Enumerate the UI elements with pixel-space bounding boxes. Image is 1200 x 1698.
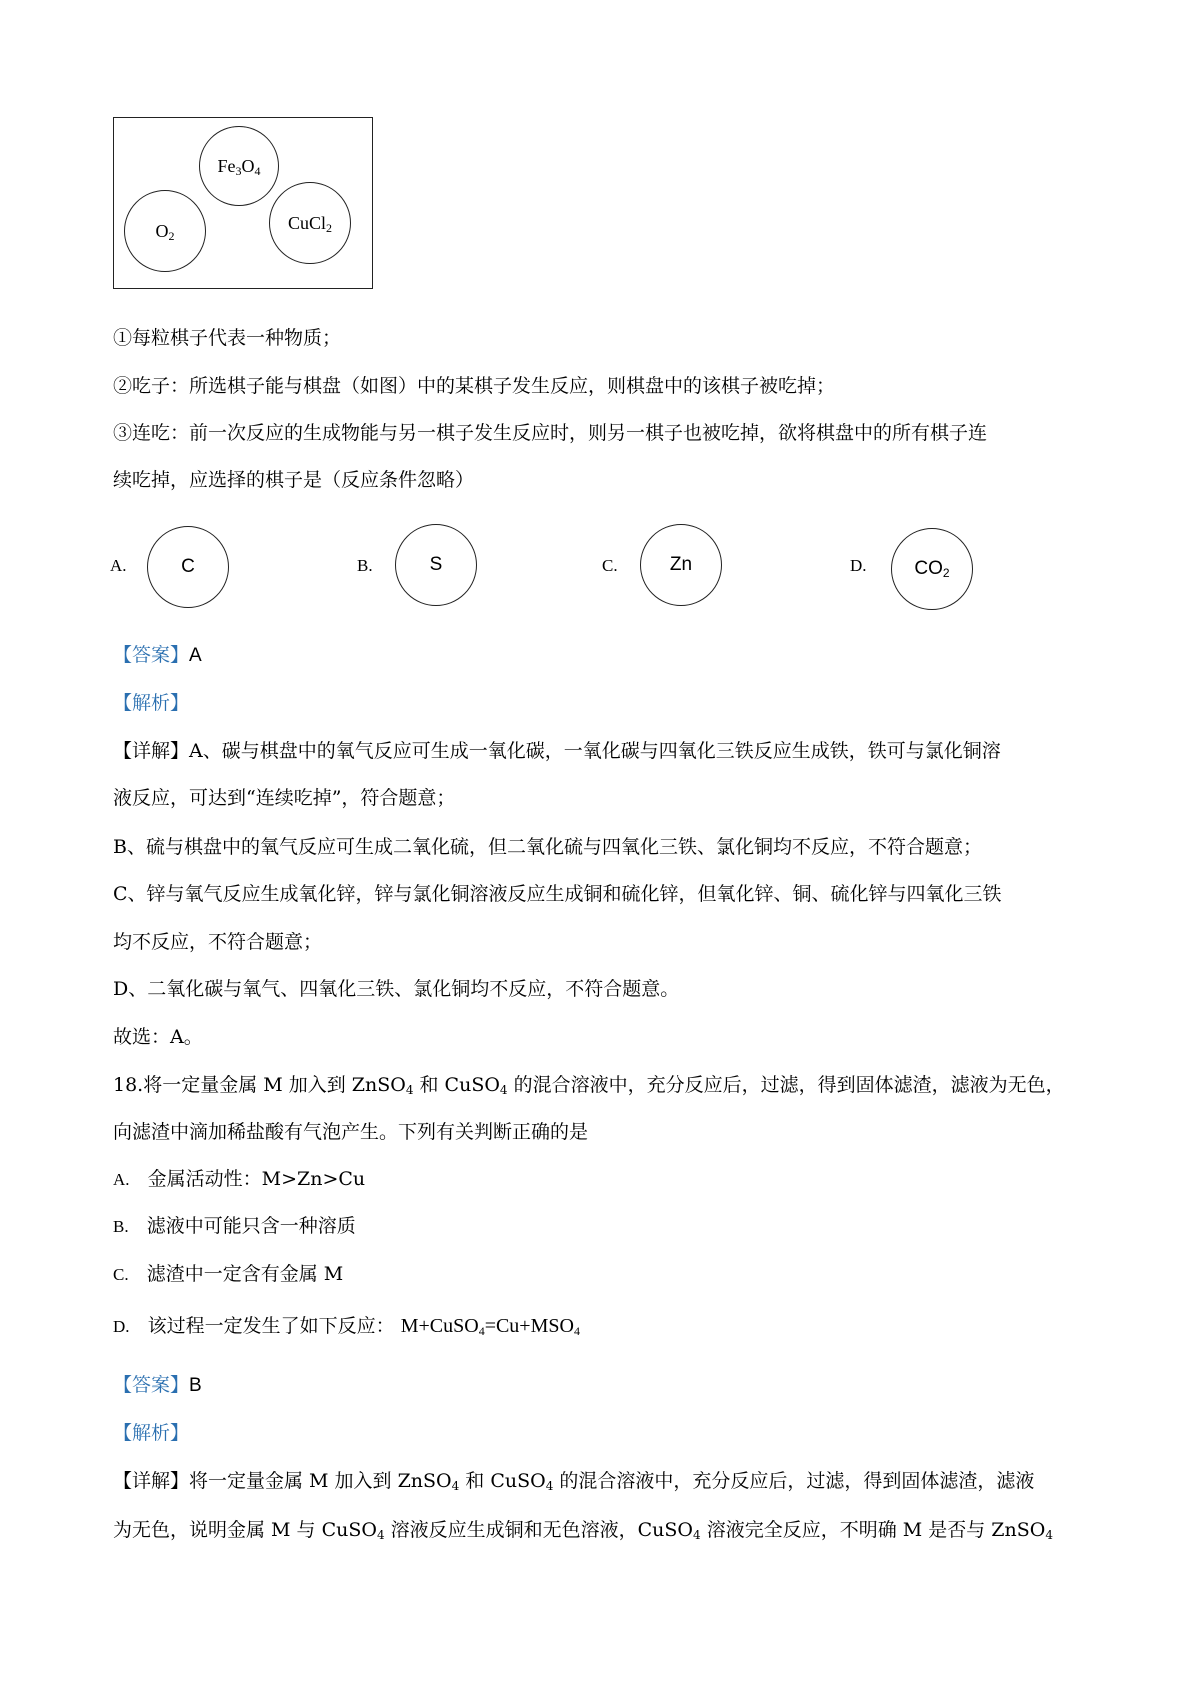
chess-piece-label: $O_2$: [155, 220, 175, 243]
answer-value: B: [189, 1375, 202, 1396]
option-text: $CO_2$: [914, 558, 950, 580]
detail-line: D、二氧化碳与氧气、四氧化三铁、氯化铜均不反应，不符合题意。: [113, 978, 680, 1000]
chess-piece-label: CuCl$_2$: [287, 212, 332, 235]
answer-tag: 【答案】: [113, 644, 190, 666]
option-circle-c: [147, 526, 229, 608]
detail-line: 为无色，说明金属 M 与 CuSO$_4$ 溶液反应生成铜和无色溶液，CuSO$_4$ 溶液完全反应，不明确 M 是否与 ZnSO$_4$: [113, 1519, 1053, 1542]
detail-line: 【详解】将一定量金属 M 加入到 ZnSO$_4$ 和 CuSO$_4$ 的混合溶液中，充分反应后，过滤，得到固体滤渣，滤液: [113, 1470, 1035, 1493]
rule-line: 续吃掉，应选择的棋子是（反应条件忽略）: [113, 469, 475, 491]
answer-value: A: [189, 645, 202, 666]
chess-board-figure: [113, 117, 373, 289]
rule-line: ②吃子：所选棋子能与棋盘（如图）中的某棋子发生反应，则棋盘中的该棋子被吃掉；: [113, 375, 836, 397]
analysis-tag: 【解析】: [113, 1422, 190, 1444]
reaction-equation: $M+CuSO_4=Cu+MSO_4$: [400, 1315, 580, 1338]
conclusion-line: 故选：A。: [113, 1026, 203, 1048]
detail-tag: 【详解】: [113, 1470, 190, 1492]
option-letter: A.: [110, 556, 127, 575]
q18-option-a: A. 金属活动性：M>Zn>Cu: [113, 1168, 366, 1190]
chess-piece-o2: [124, 190, 206, 272]
option-circle-co2: [891, 528, 973, 610]
answer-line: [113, 1371, 202, 1400]
chess-piece-fe3o4: [199, 126, 279, 206]
detail-line: 液反应，可达到“连续吃掉”，符合题意；: [113, 787, 456, 809]
chess-piece-cucl2: [269, 182, 351, 264]
q18-option-d: D. 该过程一定发生了如下反应： $M+CuSO_4=Cu+MSO_4$: [113, 1315, 580, 1338]
detail-line: C、锌与氧气反应生成氧化锌，锌与氯化铜溶液反应生成铜和硫化锌，但氧化锌、铜、硫化锌与四氧化三铁: [113, 883, 1002, 905]
option-letter: D.: [850, 556, 867, 575]
option-text: Zn: [669, 554, 693, 575]
detail-line: 【详解】A、碳与棋盘中的氧气反应可生成一氧化碳，一氧化碳与四氧化三铁反应生成铁，铁可与氯化铜溶: [113, 740, 1001, 762]
option-text: S: [429, 554, 443, 575]
option-text: C: [181, 556, 195, 577]
option-letter: C.: [602, 556, 618, 575]
q18-option-c: C. 滤渣中一定含有金属 M: [113, 1263, 344, 1285]
question-18-line: 18.将一定量金属 M 加入到 ZnSO$_4$ 和 CuSO$_4$ 的混合溶液中，充分反应后，过滤，得到固体滤渣，滤液为无色，: [113, 1074, 1065, 1097]
chess-piece-label: $Fe_3O_4$: [217, 155, 261, 178]
answer-line: [113, 641, 202, 670]
detail-line: B、硫与棋盘中的氧气反应可生成二氧化硫，但二氧化硫与四氧化三铁、氯化铜均不反应，不符合题意；: [113, 836, 982, 858]
q18-option-b: B. 滤液中可能只含一种溶质: [113, 1215, 356, 1237]
option-circle-s: [395, 524, 477, 606]
option-letter: B.: [357, 556, 373, 575]
rule-line: ③连吃：前一次反应的生成物能与另一棋子发生反应时，则另一棋子也被吃掉，欲将棋盘中的所有棋子连: [113, 422, 988, 444]
question-18-line: 向滤渣中滴加稀盐酸有气泡产生。下列有关判断正确的是: [113, 1121, 589, 1143]
detail-tag: 【详解】: [113, 740, 190, 762]
rule-line: ①每粒棋子代表一种物质；: [113, 327, 342, 349]
analysis-tag: 【解析】: [113, 692, 190, 714]
detail-line: 均不反应，不符合题意；: [113, 931, 323, 953]
answer-tag: 【答案】: [113, 1374, 190, 1396]
option-circle-zn: [640, 524, 722, 606]
